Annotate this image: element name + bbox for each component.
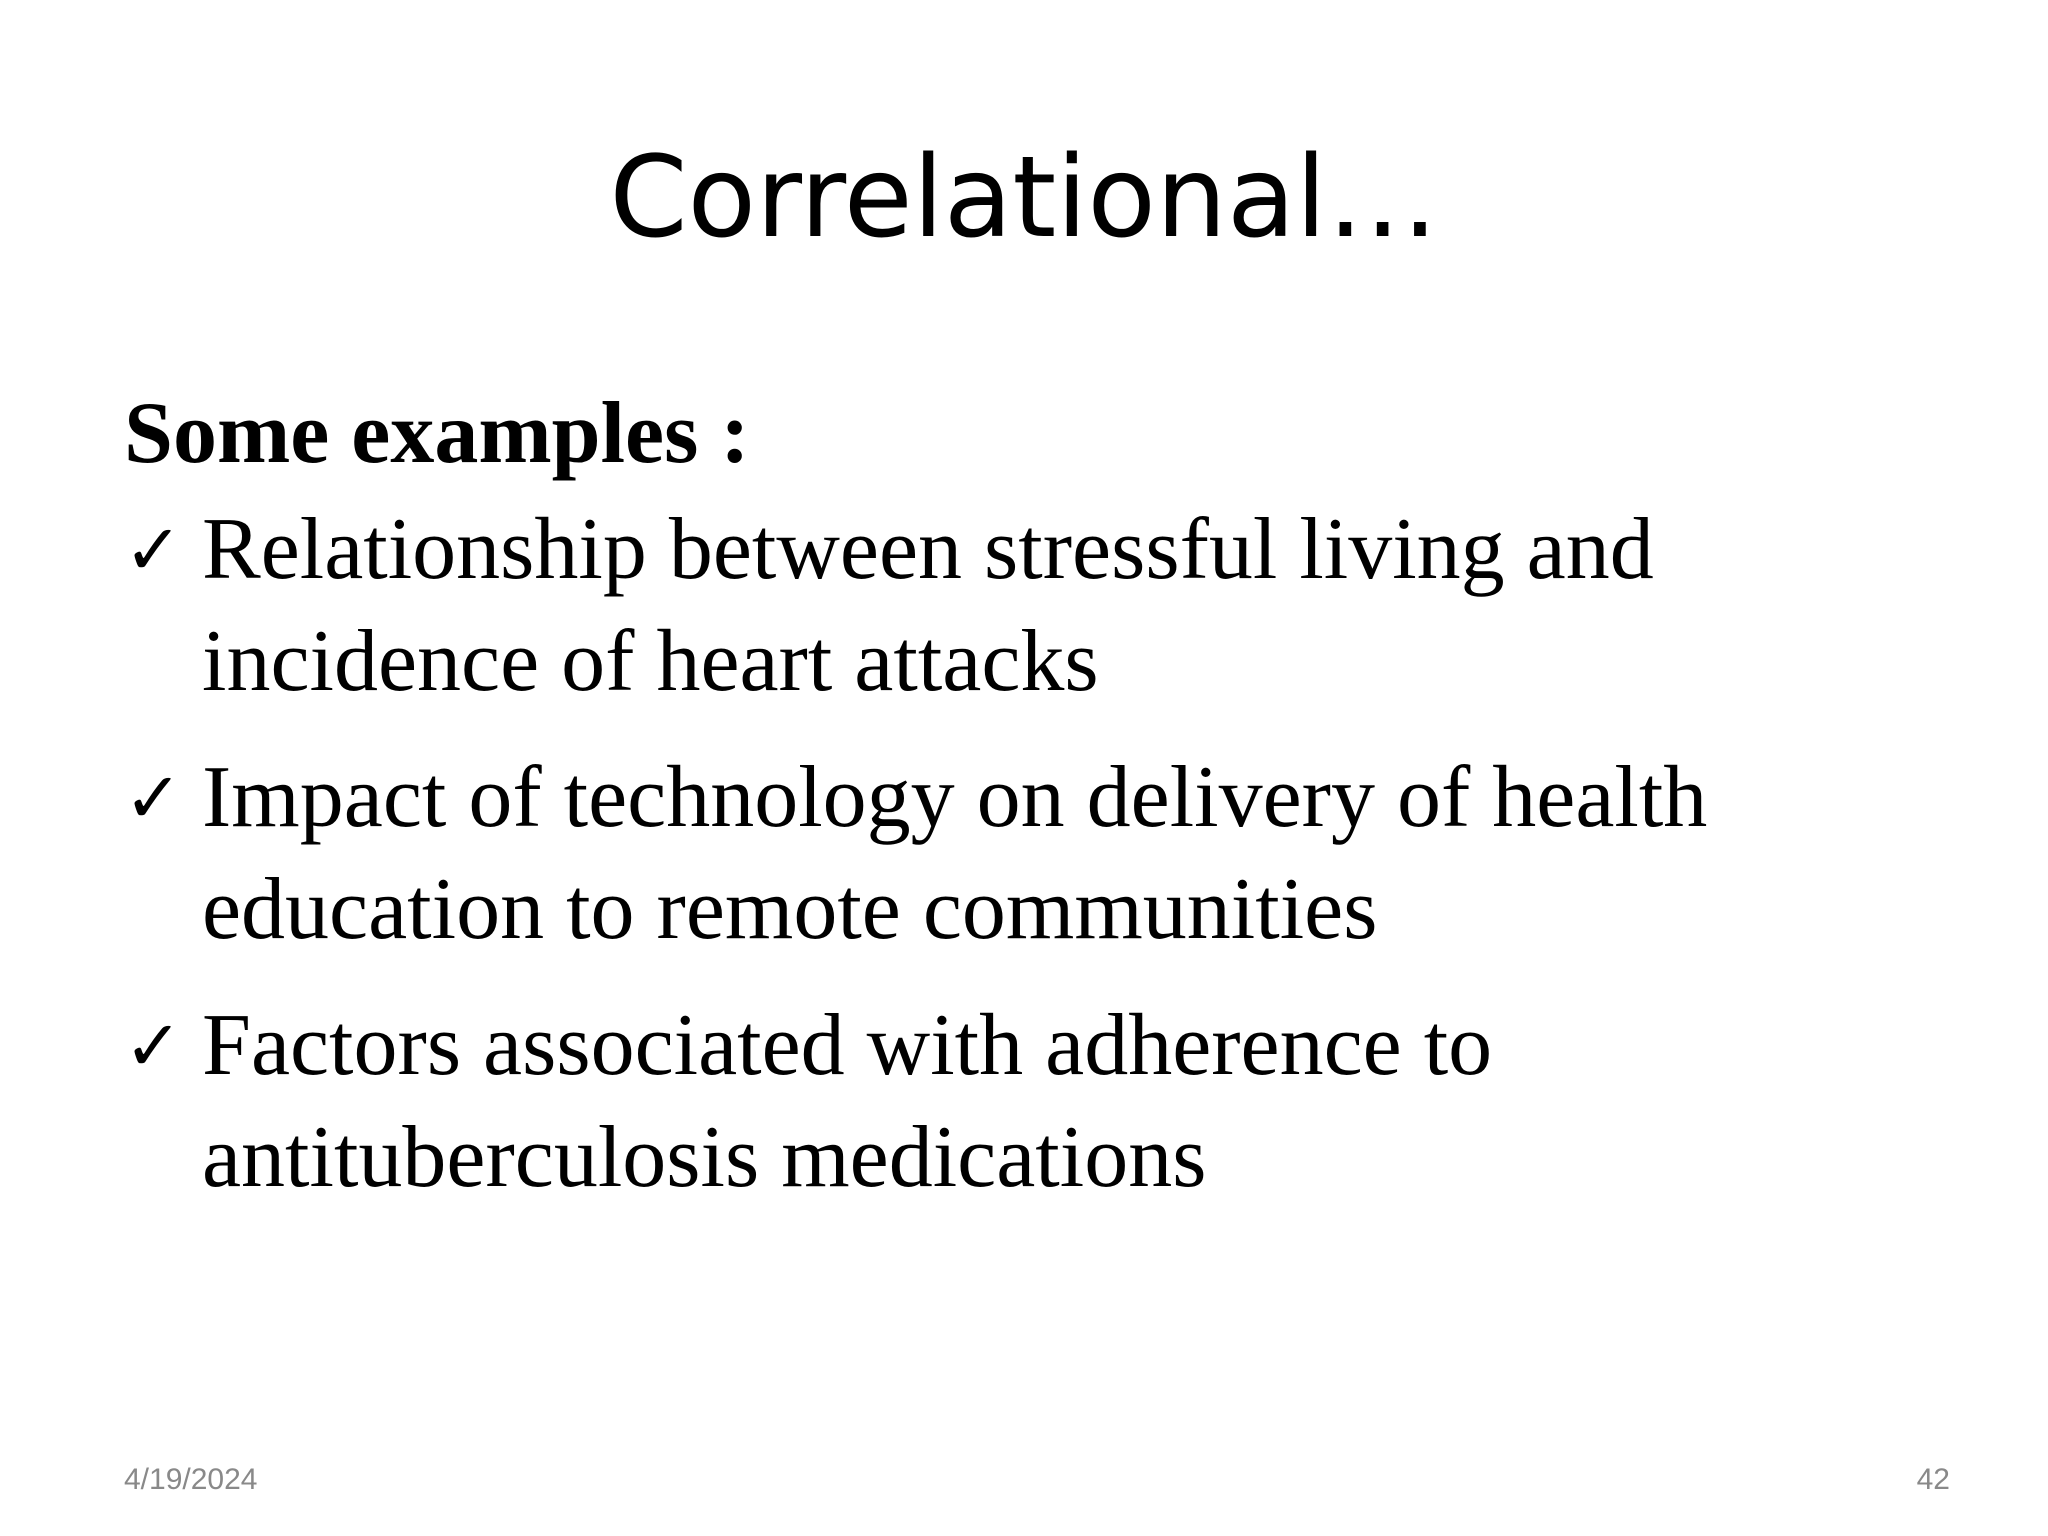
slide-number: 42 — [1916, 1463, 1950, 1496]
bullet-line: Relationship between stressful living and — [202, 501, 1654, 598]
bullet-line: Factors associated with adherence to — [202, 997, 1493, 1094]
bullet-line: incidence of heart attacks — [202, 613, 1099, 710]
bullet-line: antituberculosis medications — [202, 1109, 1207, 1206]
check-mark-icon: ✓ — [124, 757, 183, 839]
bullet-item — [124, 742, 1964, 966]
slide-title: Correlational… — [609, 133, 1439, 263]
check-mark-icon: ✓ — [124, 509, 183, 591]
bullet-line: Impact of technology on delivery of health — [202, 749, 1708, 846]
slide-body — [124, 378, 1964, 1238]
check-mark-icon: ✓ — [124, 1005, 183, 1087]
examples-heading: Some examples : — [124, 385, 750, 482]
bullet-item — [124, 990, 1964, 1214]
footer-date: 4/19/2024 — [124, 1463, 258, 1496]
bullet-item — [124, 494, 1964, 718]
bullet-line: education to remote communities — [202, 861, 1378, 958]
